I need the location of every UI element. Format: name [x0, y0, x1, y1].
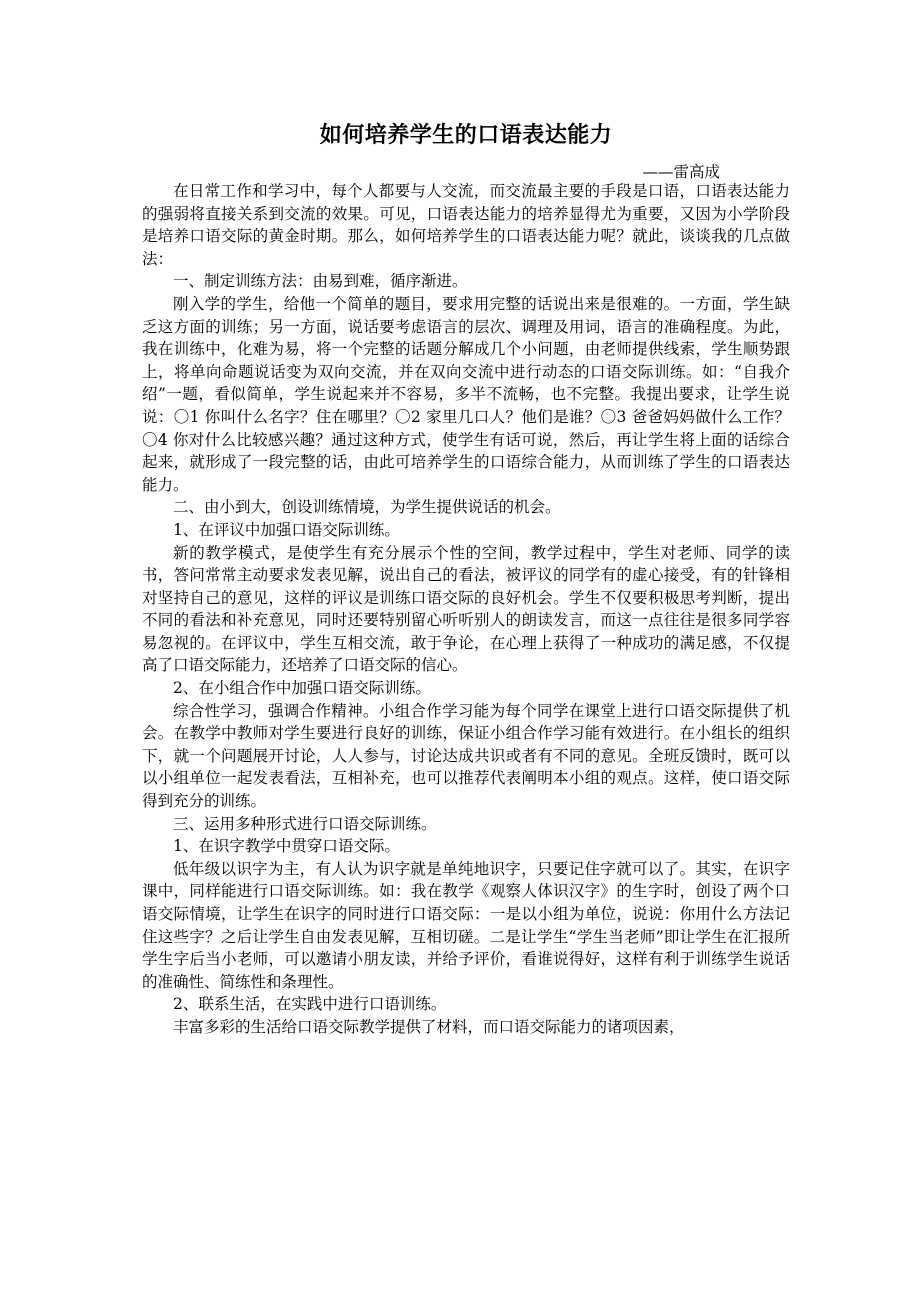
paragraph: 综合性学习，强调合作精神。小组合作学习能为每个同学在课堂上进行口语交际提供了机会。在教学中教师对学生要进行良好的训练，保证小组合作学习能有效进行。在小组长的组织下，就一个问题展开讨论，人人参与，讨论达成共识或者有不同的意见。全班反馈时，既可以以小组单位一起发表看法，互相补充，也可以推荐代表阐明本小组的观点。这样，使口语交际得到充分的训练。	[142, 701, 790, 811]
paragraph: 新的教学模式，是使学生有充分展示个性的空间，教学过程中，学生对老师、同学的读书，答问常常主动要求发表见解，说出自己的看法，被评议的同学有的虚心接受，有的针锋相对坚持自己的意见，这样的评议是训练口语交际的良好机会。学生不仅要积极思考判断，提出不同的看法和补充意见，同时还要特别留心听听别人的朗读发言，而这一点往往是很多同学容易忽视的。在评议中，学生互相交流，敢于争论，在心理上获得了一种成功的满足感，不仅提高了口语交际能力，还培养了口语交际的信心。	[142, 543, 790, 675]
paragraph: 刚入学的学生，给他一个简单的题目，要求用完整的话说出来是很难的。一方面，学生缺乏这方面的训练；另一方面，说话要考虑语言的层次、调理及用词，语言的准确程度。为此，我在训练中，化难为易，将一个完整的话题分解成几个小问题，由老师提供线索，学生顺势跟上，将单向命题说话变为双向交流，并在双向交流中进行动态的口语交际训练。如：“自我介绍”一题，看似简单，学生说起来并不容易，多半不流畅，也不完整。我提出要求，让学生说说：〇1 你叫什么名字？住在哪里？〇2 家里几口人？他们是谁？〇3 爸爸妈妈做什么工作？〇4 你对什么比较感兴趣？通过这种方式，使学生有话可说，然后，再让学生将上面的话综合起来，就形成了一段完整的话，由此可培养学生的口语综合能力，从而训练了学生的口语表达能力。	[142, 294, 790, 494]
subheading: 1、在评议中加强口语交际训练。	[173, 520, 400, 539]
paragraph: 丰富多彩的生活给口语交际教学提供了材料，而口语交际能力的诸项因素，	[173, 1017, 685, 1036]
paragraph-intro: 在日常工作和学习中，每个人都要与人交流，而交流最主要的手段是口语，口语表达能力的强弱将直接关系到交流的效果。可见，口语表达能力的培养显得尤为重要，又因为小学阶段是培养口语交际的黄金时期。那么，如何培养学生的口语表达能力呢？就此，谈谈我的几点做法：	[142, 182, 790, 268]
subheading: 2、在小组合作中加强口语交际训练。	[173, 679, 431, 698]
heading-section-1: 一、制定训练方法：由易到难，循序渐进。	[173, 272, 468, 291]
paragraph: 低年级以识字为主，有人认为识字就是单纯地识字，只要记住字就可以了。其实，在识字课中，同样能进行口语交际训练。如：我在教学《观察人体识汉字》的生字时，创设了两个口语交际情境，让学生在识字的同时进行口语交际：一是以小组为单位，说说：你用什么方法记住这些字？之后让学生自由发表见解，互相切磋。二是让学生“学生当老师”即让学生在汇报所学生字后当小老师，可以邀请小朋友读，并给予评价，看谁说得好，这样有利于训练学生说话的准确性、简练性和条理性。	[142, 859, 790, 991]
subheading: 1、在识字教学中贯穿口语交际。	[173, 837, 400, 856]
heading-section-3: 三、运用多种形式进行口语交际训练。	[173, 814, 437, 833]
document-body	[142, 180, 790, 1039]
heading-section-2: 二、由小到大，创设训练情境，为学生提供说话的机会。	[173, 498, 561, 517]
document-title: 如何培养学生的口语表达能力	[319, 122, 613, 148]
subheading: 2、联系生活，在实践中进行口语训练。	[173, 995, 447, 1014]
document-author: ——雷高成	[642, 163, 720, 181]
